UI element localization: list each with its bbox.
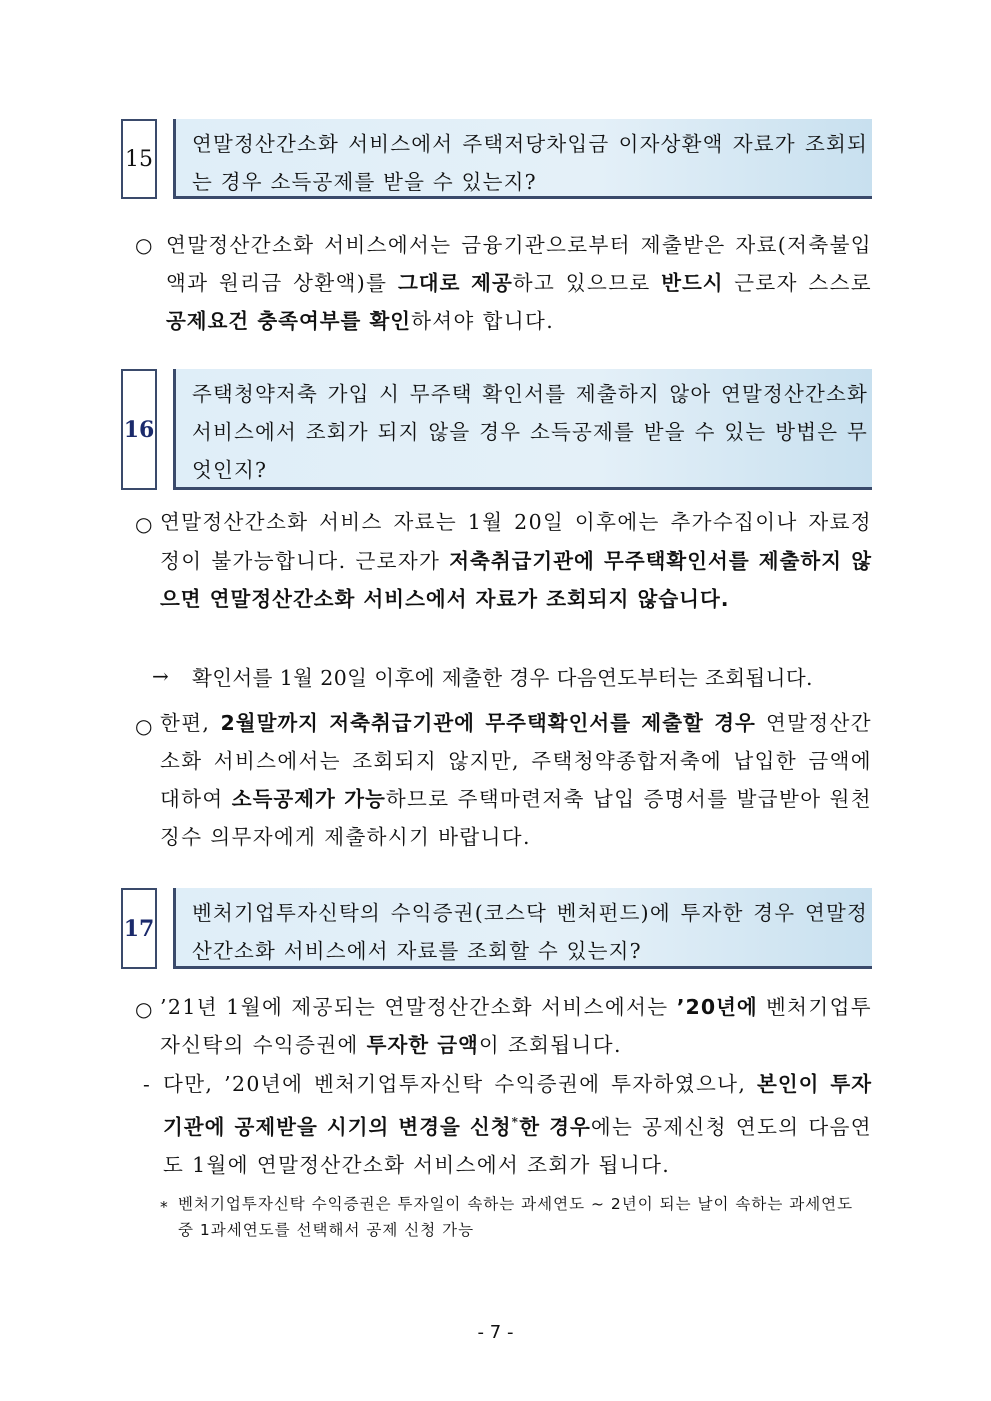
answer-text: 한편, (160, 711, 221, 735)
answer-17-part1 (160, 988, 872, 1064)
question-number-box (121, 888, 157, 969)
question-number-box (121, 119, 157, 199)
answer-emphasis: 투자한 금액 (366, 1033, 479, 1057)
page-number: - 7 - (477, 1322, 514, 1343)
answer-text: 근로자 스스로 (723, 271, 872, 295)
answer-emphasis: 2월말까지 저축취급기관에 무주택확인서를 제출할 경우 (220, 711, 756, 735)
answer-emphasis: 본인이 투자기관에 공제받을 시기의 변경을 신청 (163, 1072, 872, 1139)
question-number: 16 (123, 416, 155, 443)
question-16 (121, 369, 872, 490)
footnote-mark: * (511, 1115, 520, 1129)
answer-text: 다만, ’20년에 벤처기업투자신탁 수익증권에 투자하였으나, (163, 1072, 758, 1096)
answer-text: 연말정산간소화 서비스에서는 조회되지 않지만, 주택청약종합저축에 납입한 금액에 대하여 (160, 711, 872, 811)
answer-text: 이 조회됩니다. (478, 1033, 622, 1057)
answer-16-part2 (160, 704, 872, 856)
answer-16-part1 (160, 503, 872, 619)
answer-text: ’21년 1월에 제공되는 연말정산간소화 서비스에서는 (160, 995, 677, 1019)
answer-text: 하고 있으므로 (512, 271, 662, 295)
answer-15 (166, 226, 872, 340)
footnote-marker: * (160, 1198, 169, 1216)
answer-emphasis: 저축취급기관에 무주택확인서를 제출하지 않으면 연말정산간소화 서비스에서 자료가 조회되지 않습니다. (160, 548, 872, 611)
answer-emphasis: 공제요건 충족여부를 확인 (166, 309, 412, 333)
question-text-box (173, 119, 872, 199)
answer-16-note: 확인서를 1월 20일 이후에 제출한 경우 다음연도부터는 조회됩니다. (192, 666, 813, 690)
answer-17-part2 (163, 1065, 872, 1184)
answer-emphasis: 반드시 (661, 271, 724, 295)
question-text: 주택청약저축 가입 시 무주택 확인서를 제출하지 않아 연말정산간소화 서비스에서 조회가 되지 않을 경우 소득공제를 받을 수 있는 방법은 무엇인지? (192, 382, 868, 482)
answer-emphasis: ’20년에 (676, 995, 758, 1019)
question-text-box (173, 888, 872, 969)
question-number: 17 (123, 915, 155, 942)
answer-text: 연말정산간소화 서비스 자료는 1월 20일 이후에는 추가수집이나 자료정정이 불가능합니다. 근로자가 (160, 510, 872, 573)
question-text: 벤처기업투자신탁의 수익증권(코스닥 벤처펀드)에 투자한 경우 연말정산간소화 서비스에서 자료를 조회할 수 있는지? (192, 901, 868, 963)
question-17 (121, 888, 872, 969)
question-15 (121, 119, 872, 199)
answer-text: 벤처기업투자신탁의 수익증권에 (160, 995, 872, 1057)
question-text: 연말정산간소화 서비스에서 주택저당차입금 이자상환액 자료가 조회되는 경우 소득공제를 받을 수 있는지? (192, 132, 868, 194)
answer-text: 하므로 주택마련저축 납입 증명서를 발급받아 원천징수 의무자에게 제출하시기 바랍니다. (160, 787, 872, 849)
answer-bullet: ○ (135, 233, 153, 257)
answer-bullet: ○ (135, 997, 153, 1021)
dash-marker: - (143, 1072, 150, 1096)
answer-emphasis: 한 경우 (519, 1114, 591, 1139)
question-number-box (121, 369, 157, 490)
arrow-marker: → (152, 664, 169, 688)
footnote-text: 벤처기업투자신탁 수익증권은 투자일이 속하는 과세연도 ~ 2년이 되는 날이 속하는 과세연도 중 1과세연도를 선택해서 공제 신청 가능 (178, 1195, 854, 1239)
answer-emphasis: 그대로 제공 (397, 271, 513, 295)
answer-bullet: ○ (135, 714, 153, 738)
answer-emphasis: 소득공제가 가능 (231, 787, 386, 811)
question-text-box (173, 369, 872, 490)
answer-text: 에는 공제신청 연도의 다음연도 1월에 연말정산간소화 서비스에서 조회가 됩니다. (163, 1114, 873, 1177)
answer-text: 하셔야 합니다. (411, 309, 555, 333)
answer-bullet: ○ (135, 512, 153, 536)
answer-text: 연말정산간소화 서비스에서는 금융기관으로부터 제출받은 자료(저축불입액과 원리금 상환액)를 (166, 233, 872, 295)
question-number: 15 (125, 146, 153, 172)
